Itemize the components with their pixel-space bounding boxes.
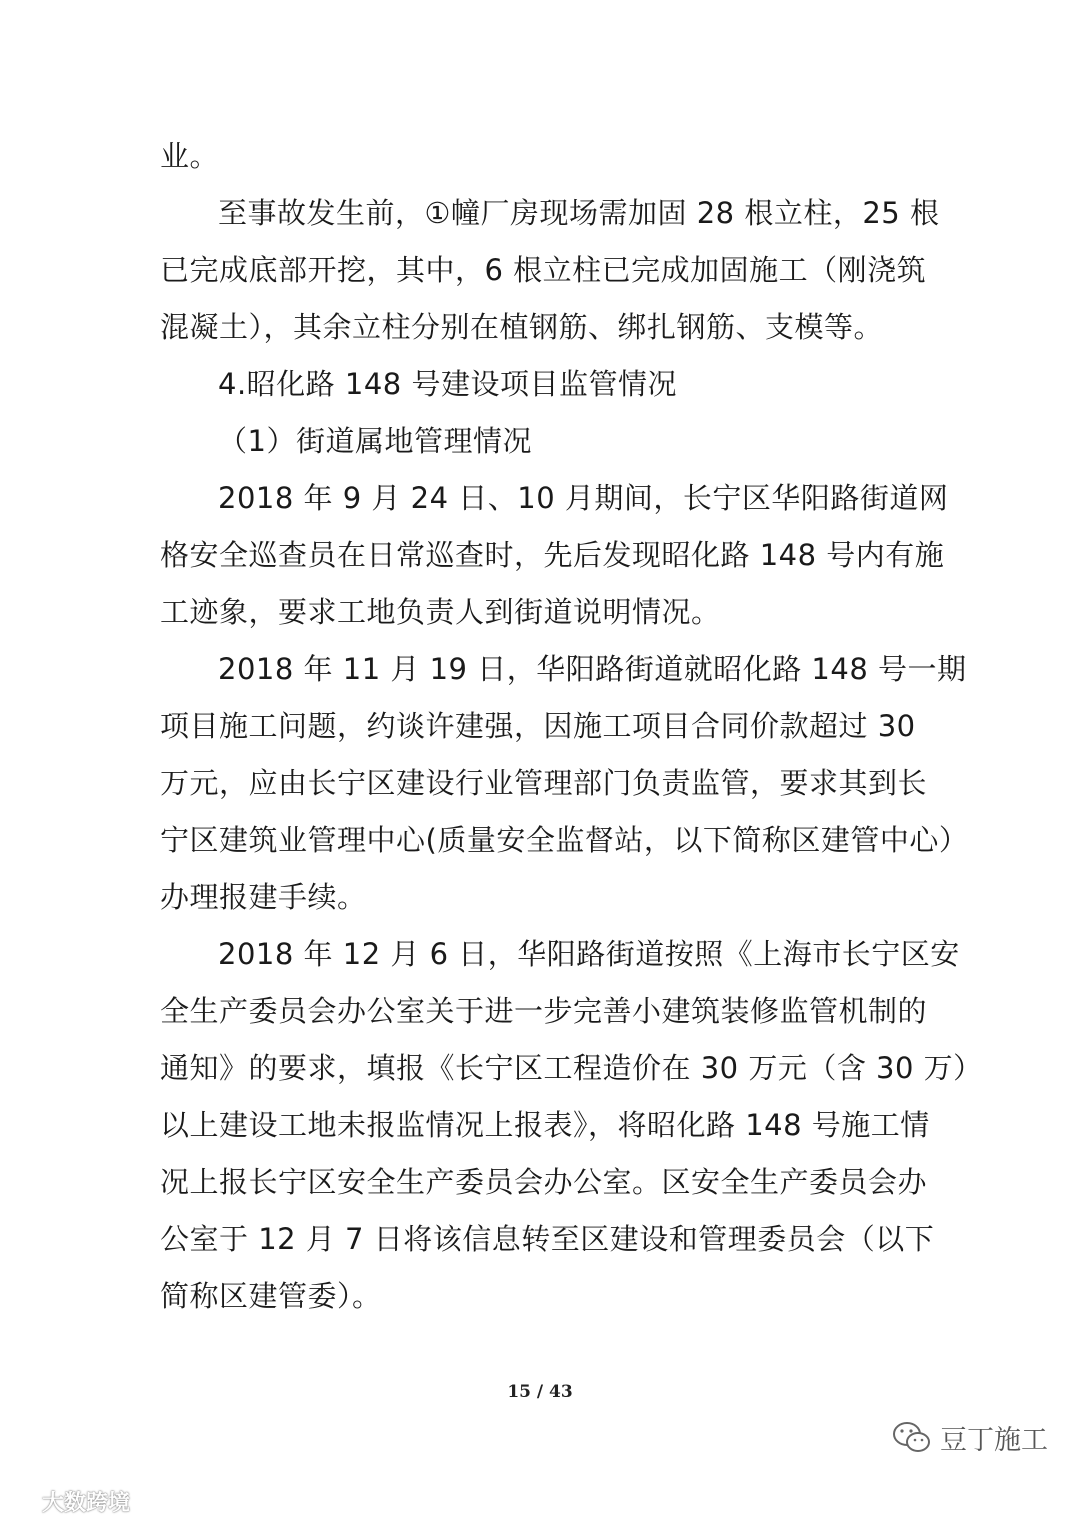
- paragraph: [160, 641, 969, 926]
- text-line: 公室于 12 月 7 日将该信息转至区建设和管理委员会（以下: [160, 1222, 935, 1256]
- text-line: 2018 年 12 月 6 日，华阳路街道按照《上海市长宁区安: [218, 937, 960, 971]
- text-line: 格安全巡查员在日常巡查时，先后发现昭化路 148 号内有施: [160, 538, 945, 572]
- text-line: 以上建设工地未报监情况上报表》，将昭化路 148 号施工情: [160, 1108, 930, 1142]
- text-line: 业。: [160, 139, 220, 173]
- watermark-left: [6, 1486, 130, 1517]
- text-line: 通知》的要求，填报《长宁区工程造价在 30 万元（含 30 万）: [160, 1051, 983, 1085]
- watermark-left-text: 大数跨境: [42, 1491, 131, 1516]
- paragraph: [160, 926, 983, 1325]
- page-number: 15 / 43: [507, 1382, 573, 1402]
- text-line: （1）街道属地管理情况: [218, 424, 532, 458]
- document-body: [160, 128, 983, 1325]
- watermark-right: [892, 1418, 1048, 1457]
- text-line: 2018 年 9 月 24 日、10 月期间，长宁区华阳路街道网: [218, 481, 949, 515]
- text-line: 2018 年 11 月 19 日，华阳路街道就昭化路 148 号一期: [218, 652, 967, 686]
- brand-logo-icon: [6, 1489, 38, 1515]
- text-line: 至事故发生前，①幢厂房现场需加固 28 根立柱，25 根: [218, 196, 940, 230]
- text-line: 工迹象，要求工地负责人到街道说明情况。: [160, 595, 721, 629]
- paragraph: [160, 185, 940, 356]
- section-heading: [160, 356, 925, 413]
- paragraph: [160, 128, 925, 185]
- text-line: 简称区建管委）。: [160, 1279, 382, 1313]
- watermark-right-text: 豆丁施工: [940, 1425, 1048, 1456]
- text-line: 已完成底部开挖，其中，6 根立柱已完成加固施工（刚浇筑: [160, 253, 927, 287]
- text-line: 宁区建筑业管理中心(质量安全监督站，以下简称区建管中心）: [160, 823, 969, 857]
- wechat-icon: [892, 1421, 932, 1455]
- text-line: 办理报建手续。: [160, 880, 367, 914]
- subsection-heading: [160, 413, 925, 470]
- text-line: 万元，应由长宁区建设行业管理部门负责监管，要求其到长: [160, 766, 928, 800]
- paragraph: [160, 470, 949, 641]
- text-line: 项目施工问题，约谈许建强，因施工项目合同价款超过 30: [160, 709, 916, 743]
- text-line: 全生产委员会办公室关于进一步完善小建筑装修监管机制的: [160, 994, 928, 1028]
- text-line: 4.昭化路 148 号建设项目监管情况: [218, 367, 677, 401]
- text-line: 混凝土），其余立柱分别在植钢筋、绑扎钢筋、支模等。: [160, 310, 884, 344]
- text-line: 况上报长宁区安全生产委员会办公室。区安全生产委员会办: [160, 1165, 928, 1199]
